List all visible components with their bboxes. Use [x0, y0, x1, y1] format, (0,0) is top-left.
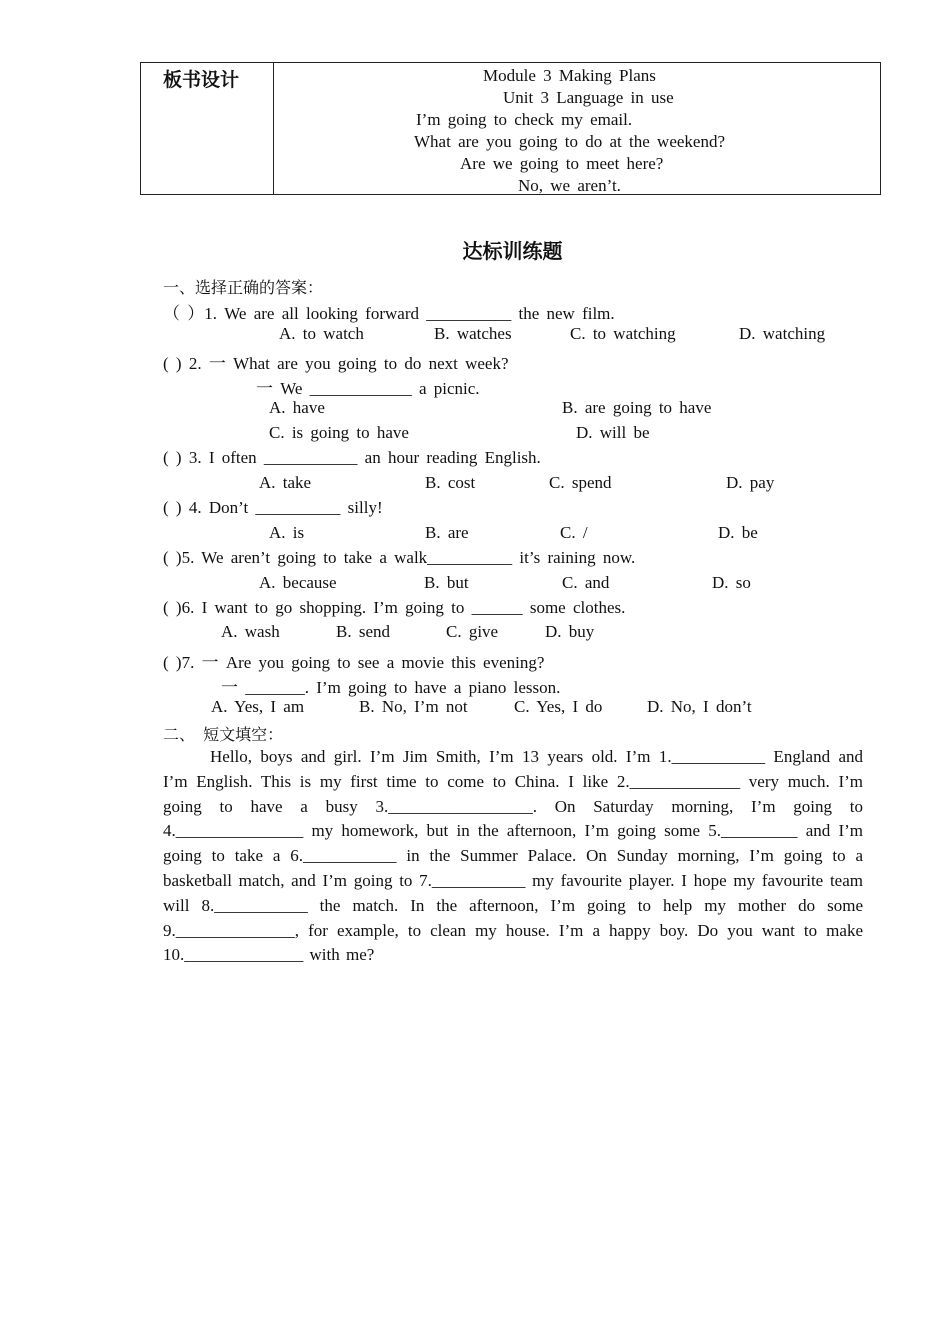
board-line-module: Module 3 Making Plans [483, 66, 656, 85]
question-2-stem-reply: 一 We ____________ a picnic. [256, 379, 480, 398]
cloze-passage: Hello, boys and girl. I’m Jim Smith, I’m 13 years old. I’m 1.___________ England and I’m English. This is my first time to come to China. I like 2._____________ very much. I’m going to have a busy 3._________________. On Saturday morning, I’m going to 4._______________ my homework, but in the afternoon, I’m going some 5._________ and I’m going to take a 6.___________ in the Summer Palace. On Sunday morning, I’m going to a basketball match, and I’m going to 7.___________ my favourite player. I hope my favourite team will 8.___________ the match. In the afternoon, I’m going to help my mother do some 9.______________, for example, to clean my house. I’m a happy boy. Do you want to make 10.______________ with me? [163, 747, 863, 965]
q2-option-b: B. are going to have [562, 398, 712, 417]
q3-option-d: D. pay [726, 473, 775, 492]
q7-option-d: D. No, I don’t [647, 697, 752, 716]
q7-option-c: C. Yes, I do [514, 697, 603, 716]
q3-option-b: B. cost [425, 473, 476, 492]
q6-option-c: C. give [446, 622, 499, 641]
q6-option-d: D. buy [545, 622, 595, 641]
q6-option-b: B. send [336, 622, 390, 641]
q1-option-b: B. watches [434, 324, 512, 343]
q2-option-c: C. is going to have [269, 423, 409, 442]
q3-option-c: C. spend [549, 473, 612, 492]
board-line-unit: Unit 3 Language in use [503, 88, 674, 107]
q1-option-d: D. watching [739, 324, 826, 343]
q1-option-c: C. to watching [570, 324, 676, 343]
table-divider [273, 63, 274, 194]
question-7-stem: ( )7. 一 Are you going to see a movie this evening? [163, 653, 545, 672]
board-line-2: What are you going to do at the weekend? [414, 132, 726, 151]
board-line-1: I’m going to check my email. [416, 110, 633, 129]
q7-option-a: A. Yes, I am [211, 697, 305, 716]
question-2-stem: ( ) 2. 一 What are you going to do next week? [163, 354, 509, 373]
q7-option-b: B. No, I’m not [359, 697, 468, 716]
question-6-stem: ( )6. I want to go shopping. I’m going to ______ some clothes. [163, 598, 626, 617]
section2-heading: 二、 短文填空： [163, 725, 284, 744]
page-title: 达标训练题 [462, 239, 563, 263]
q4-option-d: D. be [718, 523, 758, 542]
q2-option-d: D. will be [576, 423, 650, 442]
q5-option-c: C. and [562, 573, 610, 592]
q4-option-a: A. is [269, 523, 305, 542]
q5-option-b: B. but [424, 573, 469, 592]
question-7-stem-reply: 一 _______. I’m going to have a piano lesson. [221, 678, 561, 697]
q4-option-b: B. are [425, 523, 469, 542]
question-3-stem: ( ) 3. I often ___________ an hour reading English. [163, 448, 541, 467]
board-line-3: Are we going to meet here? [460, 154, 664, 173]
q6-option-a: A. wash [221, 622, 280, 641]
q4-option-c: C. / [560, 523, 588, 542]
question-1-stem: （ ）1. We are all looking forward __________ the new film. [163, 304, 615, 323]
q5-option-a: A. because [259, 573, 337, 592]
board-design-table [140, 62, 881, 195]
q5-option-d: D. so [712, 573, 751, 592]
question-4-stem: ( ) 4. Don’t __________ silly! [163, 498, 383, 517]
section1-heading: 一、选择正确的答案： [163, 278, 324, 297]
q2-option-a: A. have [269, 398, 325, 417]
question-5-stem: ( )5. We aren’t going to take a walk__________ it’s raining now. [163, 548, 636, 567]
board-line-4: No, we aren’t. [518, 176, 621, 195]
q1-option-a: A. to watch [279, 324, 364, 343]
q3-option-a: A. take [259, 473, 312, 492]
board-label: 板书设计 [163, 69, 240, 91]
